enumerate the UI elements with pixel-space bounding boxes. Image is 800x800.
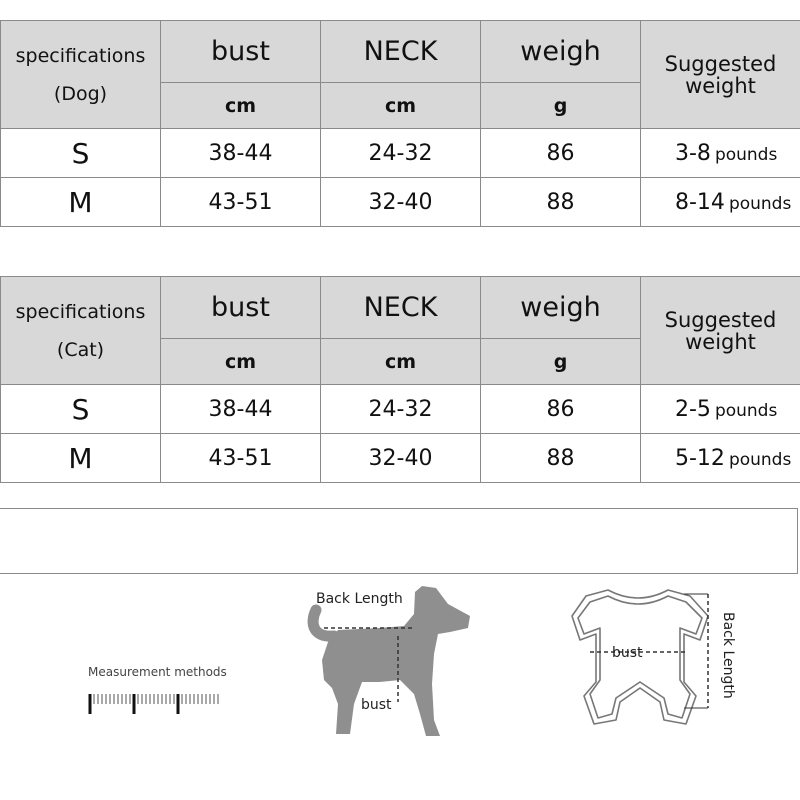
size-cell: M bbox=[1, 178, 161, 227]
neck-cell: 32-40 bbox=[321, 434, 481, 483]
bust-cell: 38-44 bbox=[161, 129, 321, 178]
dog-bust-unit: cm bbox=[161, 83, 321, 129]
neck-cell: 24-32 bbox=[321, 385, 481, 434]
cat-bust-header: bust bbox=[161, 277, 321, 339]
dog-neck-unit: cm bbox=[321, 83, 481, 129]
dog-size-table bbox=[0, 20, 800, 227]
bust-cell: 43-51 bbox=[161, 178, 321, 227]
neck-cell: 24-32 bbox=[321, 129, 481, 178]
cat-bust-unit: cm bbox=[161, 339, 321, 385]
cat-spec-header: specifications (Cat) bbox=[1, 277, 161, 385]
ruler-icon bbox=[86, 684, 226, 718]
dog-back-length-label: Back Length bbox=[316, 591, 403, 607]
suggested-weight-cell: 8-14 pounds bbox=[641, 178, 800, 227]
cat-weigh-unit: g bbox=[481, 339, 641, 385]
size-cell: S bbox=[1, 385, 161, 434]
size-cell: M bbox=[1, 434, 161, 483]
suggested-weight-cell: 5-12 pounds bbox=[641, 434, 800, 483]
bust-cell: 38-44 bbox=[161, 385, 321, 434]
dog-silhouette-icon bbox=[300, 584, 480, 744]
dog-neck-header: NECK bbox=[321, 21, 481, 83]
dog-weigh-unit: g bbox=[481, 83, 641, 129]
table-row bbox=[1, 178, 800, 227]
neck-cell: 32-40 bbox=[321, 178, 481, 227]
dog-bust-label: bust bbox=[361, 697, 392, 713]
dog-weigh-header: weigh bbox=[481, 21, 641, 83]
weigh-cell: 86 bbox=[481, 129, 641, 178]
table-row bbox=[1, 385, 800, 434]
dog-spec-header: specifications (Dog) bbox=[1, 21, 161, 129]
cat-neck-header: NECK bbox=[321, 277, 481, 339]
weigh-cell: 86 bbox=[481, 385, 641, 434]
suggested-weight-cell: 3-8 pounds bbox=[641, 129, 800, 178]
weigh-cell: 88 bbox=[481, 178, 641, 227]
suggested-weight-cell: 2-5 pounds bbox=[641, 385, 800, 434]
shirt-back-length-label: Back Length bbox=[720, 612, 736, 699]
bust-cell: 43-51 bbox=[161, 434, 321, 483]
cat-size-table bbox=[0, 276, 800, 483]
cat-suggested-weight-header: Suggested weight bbox=[641, 277, 800, 385]
shirt-bust-label: bust bbox=[612, 645, 643, 661]
cat-weigh-header: weigh bbox=[481, 277, 641, 339]
blank-panel bbox=[0, 508, 798, 574]
measurement-methods-label: Measurement methods bbox=[88, 665, 227, 679]
dog-bust-header: bust bbox=[161, 21, 321, 83]
table-row bbox=[1, 434, 800, 483]
size-cell: S bbox=[1, 129, 161, 178]
cat-neck-unit: cm bbox=[321, 339, 481, 385]
dog-suggested-weight-header: Suggested weight bbox=[641, 21, 800, 129]
table-row bbox=[1, 129, 800, 178]
weigh-cell: 88 bbox=[481, 434, 641, 483]
